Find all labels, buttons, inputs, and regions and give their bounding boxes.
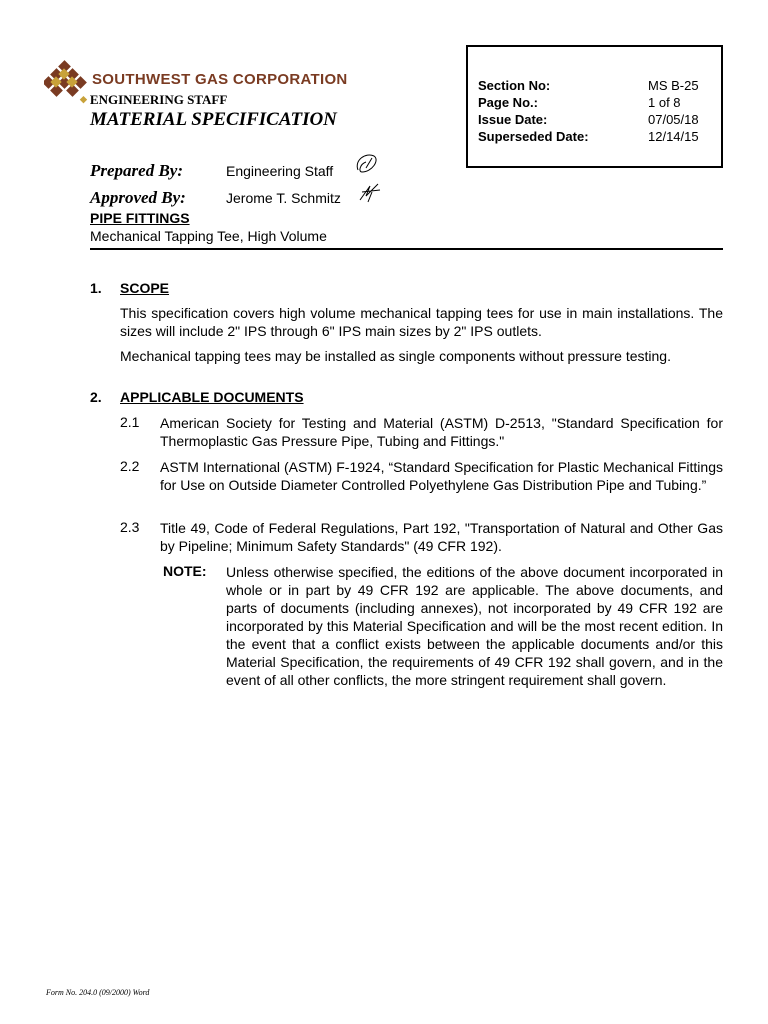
form-number: Form No. 204.0 (09/2000) Word [46,988,150,997]
signature-icon [356,180,384,206]
subsection-text: ASTM International (ASTM) F-1924, “Standard Specification for Plastic Mechanical Fittings for Use on Outside Diameter Controlled Polyethylene Gas Distribution Pipe and Tubing.” [160,459,723,493]
company-name: SOUTHWEST GAS CORPORATION [92,71,348,88]
info-value: 1 of 8 [648,95,681,110]
section-number: 2. [90,389,102,405]
scope-paragraph: Mechanical tapping tees may be installed as single components without pressure testing. [120,348,671,364]
prepared-by-label: Prepared By: [90,161,184,180]
section-number: 1. [90,280,102,296]
signature-icon [352,150,382,178]
department-name: ◆ ENGINEERING STAFF [80,92,228,107]
info-value: 12/14/15 [648,129,699,144]
subsection-text: American Society for Testing and Material (ASTM) D-2513, "Standard Specification for Thermoplastic Gas Pressure Pipe, Tubing and Fittings." [160,415,723,449]
info-label: Issue Date: [478,112,548,127]
document-info-box [466,45,723,168]
approved-by-value: Jerome T. Schmitz [226,190,341,206]
header-divider [90,248,723,250]
info-value: MS B-25 [648,78,699,93]
info-value: 07/05/18 [648,112,699,127]
note-text: Unless otherwise specified, the editions of the above document incorporated in whole or in part by 49 CFR 192 are applicable. The above documents, and parts of documents (including annexes), not incorporated by 49 CFR 192 are incorporated by this Material Specification and will be the most recent edition. In the event that a conflict exists between the applicable documents and/or this Material Specification, the requirements of 49 CFR 192 shall govern, and in the event of all other conflicts, the more stringent requirement shall govern. [226,564,723,688]
info-label: Superseded Date: [478,129,589,144]
info-label: Page No.: [478,95,538,110]
subsection-number: 2.2 [120,458,140,474]
subsection-number: 2.1 [120,414,140,430]
subsection-number: 2.3 [120,519,140,535]
scope-paragraph: This specification covers high volume mechanical tapping tees for use in main installations. The sizes will include 2" IPS through 6" IPS main sizes by 2" IPS outlets. [120,305,723,339]
section-title-applicable-documents: APPLICABLE DOCUMENTS [120,389,304,405]
info-label: Section No: [478,78,551,93]
prepared-by-value: Engineering Staff [226,163,334,179]
document-title: PIPE FITTINGS [90,210,190,226]
approved-by-label: Approved By: [90,188,186,207]
document-type: MATERIAL SPECIFICATION [90,109,337,130]
document-subtitle: Mechanical Tapping Tee, High Volume [90,228,327,244]
subsection-text: Title 49, Code of Federal Regulations, Part 192, "Transportation of Natural and Other Gas by Pipeline; Minimum Safety Standards" (49 CFR 192). [160,520,723,554]
note-label: NOTE: [163,563,207,579]
bullet-icon: ◆ [80,94,87,104]
section-title-scope: SCOPE [120,280,170,296]
